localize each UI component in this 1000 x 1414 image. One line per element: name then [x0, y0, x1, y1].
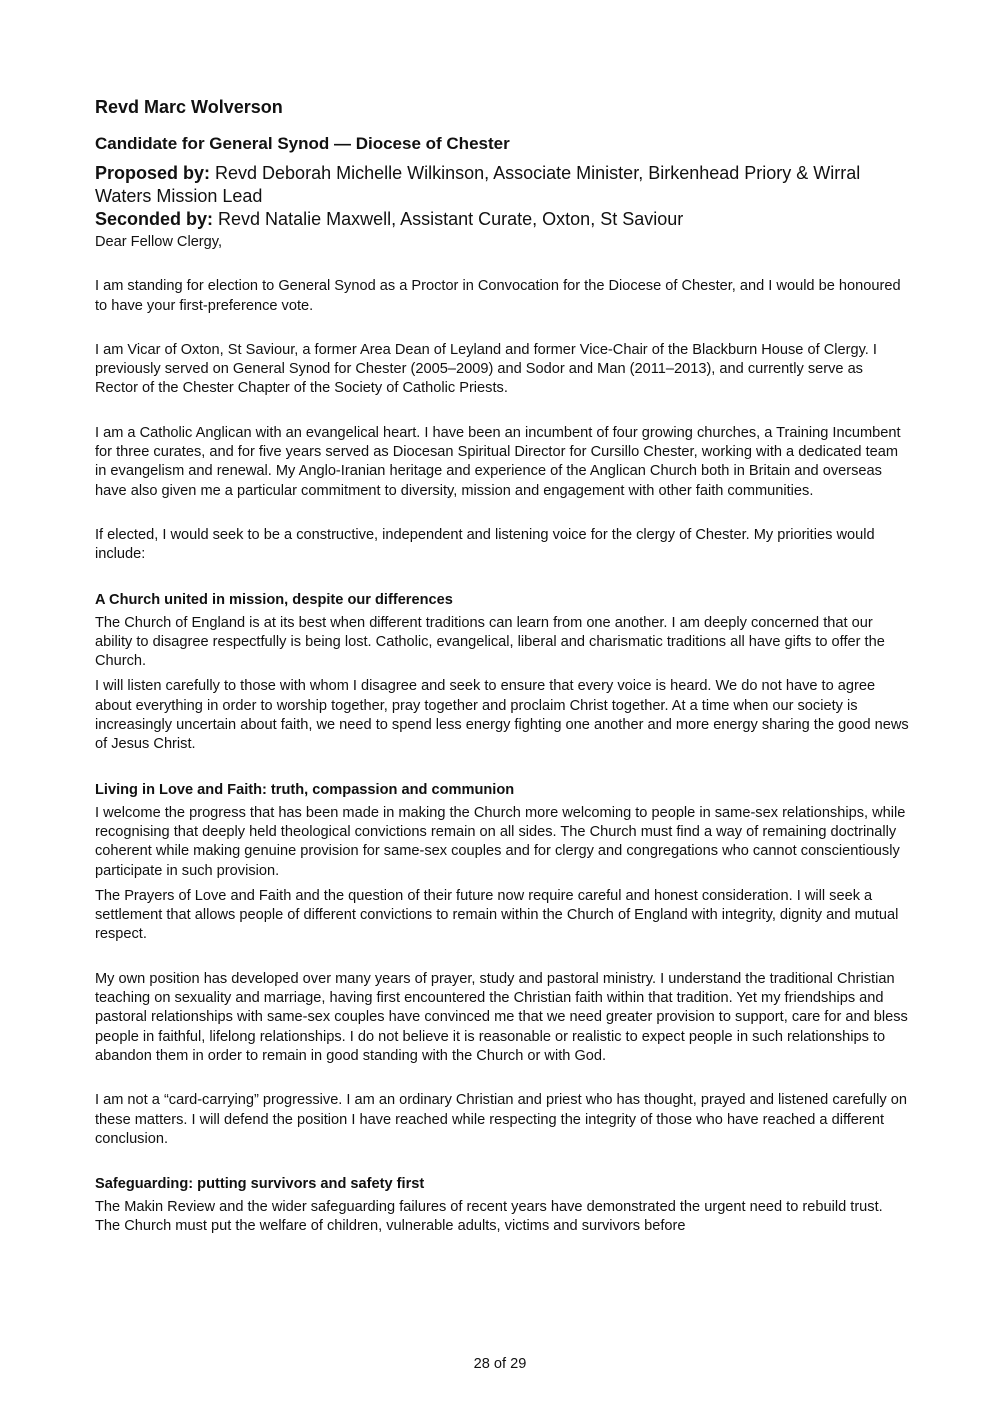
intro-paragraph: If elected, I would seek to be a constructive, independent and listening voice for the clergy of Chester. My priorities would include:: [95, 526, 875, 563]
seconded-by-label: Seconded by:: [95, 209, 214, 229]
section-paragraph: The Makin Review and the wider safeguarding failures of recent years have demonstrated the urgent need to rebuild trust. The Church must put the welfare of children, vulnerable adults, victims and survivors before: [95, 1199, 883, 1235]
section-paragraph: I am not a “card-carrying” progressive. I am an ordinary Christian and priest who has thought, prayed and listened carefully on these matters. I will defend the position I have reached while respecting the integrity of those who have reached a different conclusion.: [95, 1092, 907, 1147]
section-paragraph: The Church of England is at its best when different traditions can learn from one another. I am deeply concerned that our ability to disagree respectfully is being lost. Catholic, evangelical, liberal and charismatic traditions all have gifts to offer the Church.: [95, 614, 885, 670]
intro-paragraph: I am standing for election to General Synod as a Proctor in Convocation for the Diocese of Chester, and I would be honoured to have your first-preference vote.: [95, 278, 901, 314]
section-paragraph: The Prayers of Love and Faith and the question of their future now require careful and honest consideration. I will seek a settlement that allows people of different convictions to remain within the Church of England with integrity, dignity and mutual respect.: [95, 887, 899, 943]
section-paragraph: I will listen carefully to those with whom I disagree and seek to ensure that every voice is heard. We do not have to agree about everything in order to worship together, pray together and proclaim Christ together. At a time when our society is increasingly uncertain about faith, we need to spend less energy fighting one another and more energy sharing the good news of Jesus Christ.: [95, 678, 909, 753]
salutation: Dear Fellow Clergy,: [95, 234, 223, 250]
candidacy-title: Candidate for General Synod — Diocese of Chester: [95, 134, 510, 153]
proposed-by-label: Proposed by:: [95, 163, 211, 183]
proposed-by-text: Revd Deborah Michelle Wilkinson, Associate Minister, Birkenhead Priory & Wirral Waters Mission Lead: [95, 163, 861, 206]
candidate-name: Revd Marc Wolverson: [95, 97, 283, 117]
section-heading-llf: Living in Love and Faith: truth, compassion and communion: [95, 781, 515, 798]
seconded-by-text: Revd Natalie Maxwell, Assistant Curate, Oxton, St Saviour: [213, 209, 684, 229]
intro-paragraph: I am Vicar of Oxton, St Saviour, a former Area Dean of Leyland and former Vice-Chair of the Blackburn House of Clergy. I previously served on General Synod for Chester (2005–2009) and Sodor and Man (2011–2013), and currently serve as Rector of the Chester Chapter of the Society of Catholic Priests.: [95, 341, 877, 397]
seconded-by: [95, 208, 910, 231]
section-heading-safeguarding: Safeguarding: putting survivors and safety first: [95, 1176, 425, 1193]
section-paragraph: My own position has developed over many years of prayer, study and pastoral ministry. I understand the traditional Christian teaching on sexuality and marriage, having first encountered the Christian faith within that tradition. Yet my friendships and pastoral relationships with same-sex couples have convinced me that we need greater provision to support, care for and bless people in faithful, lifelong relationships. I do not believe it is reasonable or realistic to expect people in such relationships to abandon them in order to remain in good standing with the Church or with God.: [95, 970, 908, 1064]
section-paragraph: I welcome the progress that has been made in making the Church more welcoming to people in same-sex relationships, while recognising that deeply held theological convictions remain on all sides. The Church must find a way of remaining doctrinally coherent while making genuine provision for same-sex couples and for clergy and congregations who cannot conscientiously participate in such provision.: [95, 804, 906, 879]
page-number: 28 of 29: [473, 1356, 527, 1372]
intro-paragraph: I am a Catholic Anglican with an evangelical heart. I have been an incumbent of four growing churches, a Training Incumbent for three curates, and for five years served as Diocesan Spiritual Director for Cursillo Chester, working with a dedicated team in evangelism and renewal. My Anglo-Iranian heritage and experience of the Anglican Church both in Britain and overseas have also given me a particular commitment to diversity, mission and engagement with other faith communities.: [95, 424, 901, 499]
section-heading-unity: A Church united in mission, despite our differences: [95, 591, 453, 608]
proposed-by: [95, 162, 910, 208]
document-page: [95, 94, 910, 1237]
